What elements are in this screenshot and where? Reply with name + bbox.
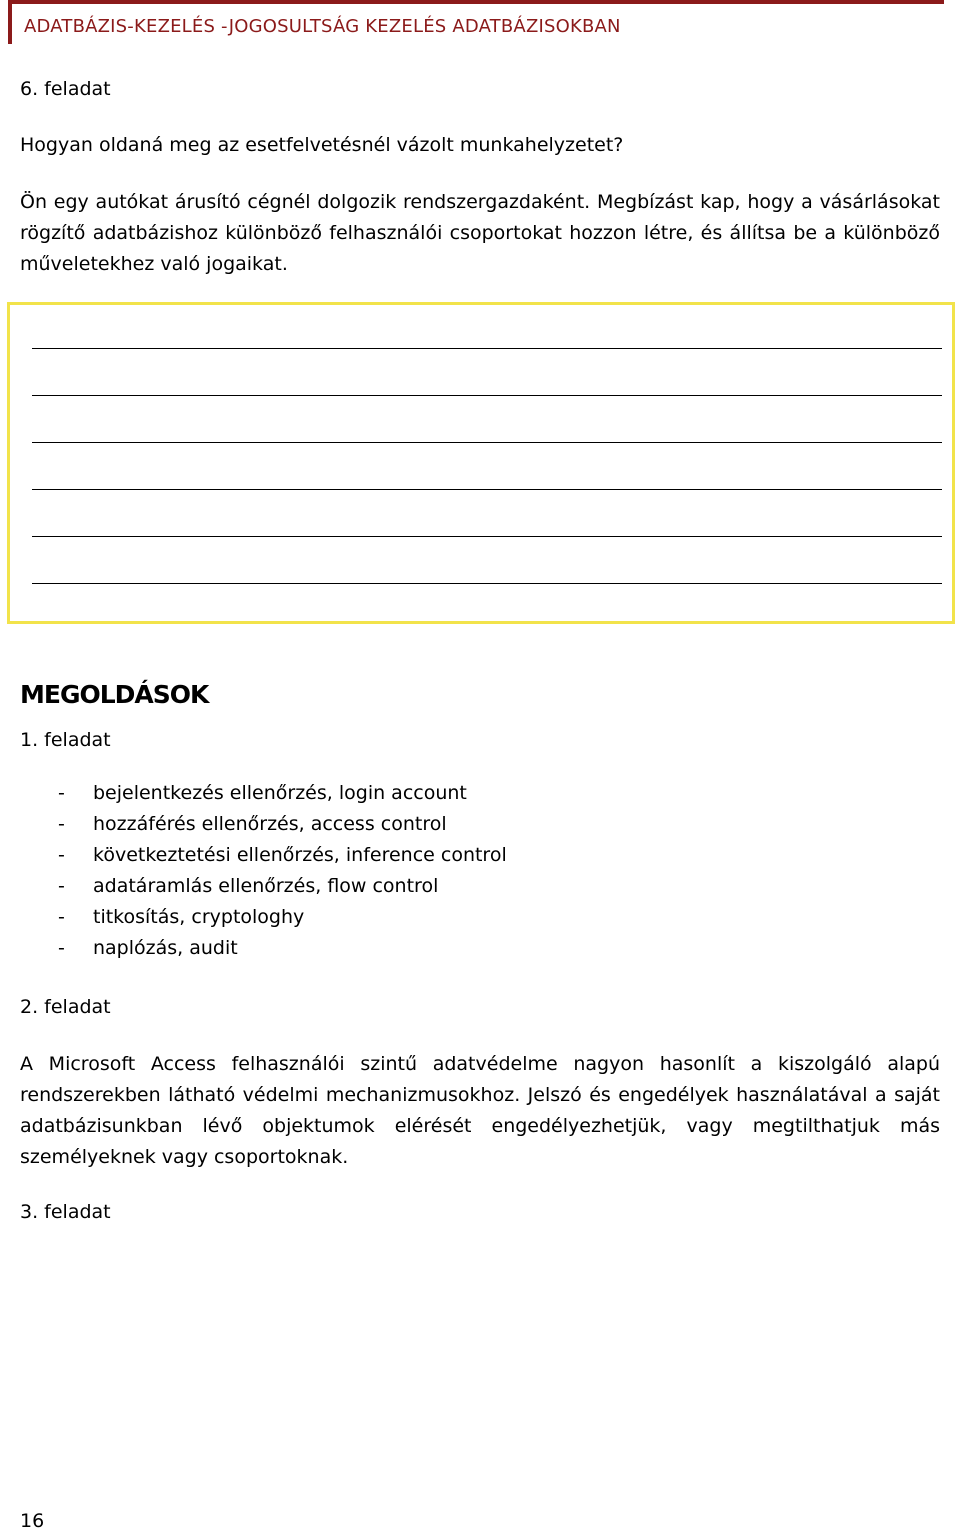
list-bullet: - bbox=[58, 937, 65, 959]
list-bullet: - bbox=[58, 813, 65, 835]
list-item-text: bejelentkezés ellenőrzés, login account bbox=[93, 782, 467, 804]
list-item-text: adatáramlás ellenőrzés, flow control bbox=[93, 875, 439, 897]
list-item-text: naplózás, audit bbox=[93, 937, 238, 959]
list-item-text: hozzáférés ellenőrzés, access control bbox=[93, 813, 447, 835]
task1-label: 1. feladat bbox=[20, 729, 111, 751]
task6-question: Hogyan oldaná meg az esetfelvetésnél vázolt munkahelyzetet? bbox=[20, 134, 624, 156]
task6-label: 6. feladat bbox=[20, 78, 111, 100]
answer-line[interactable] bbox=[32, 442, 942, 443]
answer-line[interactable] bbox=[32, 395, 942, 396]
task2-text: A Microsoft Access felhasználói szintű adatvédelme nagyon hasonlít a kiszolgáló alapú rendszerekben látható védelmi mechanizmusokhoz. Jelszó és engedélyek használatával a saját adatbázisunkban lévő objektumok elérését engedélyezhetjük, vagy megtilthatjuk más személyeknek vagy csoportoknak. bbox=[20, 1053, 940, 1168]
list-item-text: titkosítás, cryptologhy bbox=[93, 906, 305, 928]
answer-line[interactable] bbox=[32, 348, 942, 349]
task3-label: 3. feladat bbox=[20, 1201, 111, 1223]
task6-description: Ön egy autókat árusító cégnél dolgozik rendszergazdaként. Megbízást kap, hogy a vásárlásokat rögzítő adatbázishoz különböző felhasználói csoportokat hozzon létre, és állítsa be a különböző műveletekhez való jogaikat. bbox=[20, 191, 940, 275]
list-bullet: - bbox=[58, 844, 65, 866]
list-bullet: - bbox=[58, 782, 65, 804]
list-item-text: következtetési ellenőrzés, inference control bbox=[93, 844, 507, 866]
answer-line[interactable] bbox=[32, 583, 942, 584]
task2-label: 2. feladat bbox=[20, 996, 111, 1018]
list-bullet: - bbox=[58, 906, 65, 928]
solutions-title: MEGOLDÁSOK bbox=[20, 680, 209, 709]
answer-line[interactable] bbox=[32, 489, 942, 490]
answer-box[interactable] bbox=[7, 302, 955, 624]
list-bullet: - bbox=[58, 875, 65, 897]
header-title: ADATBÁZIS-KEZELÉS -JOGOSULTSÁG KEZELÉS ADATBÁZISOKBAN bbox=[24, 16, 621, 37]
page-header bbox=[8, 0, 944, 44]
answer-line[interactable] bbox=[32, 536, 942, 537]
page-number: 16 bbox=[20, 1510, 45, 1532]
